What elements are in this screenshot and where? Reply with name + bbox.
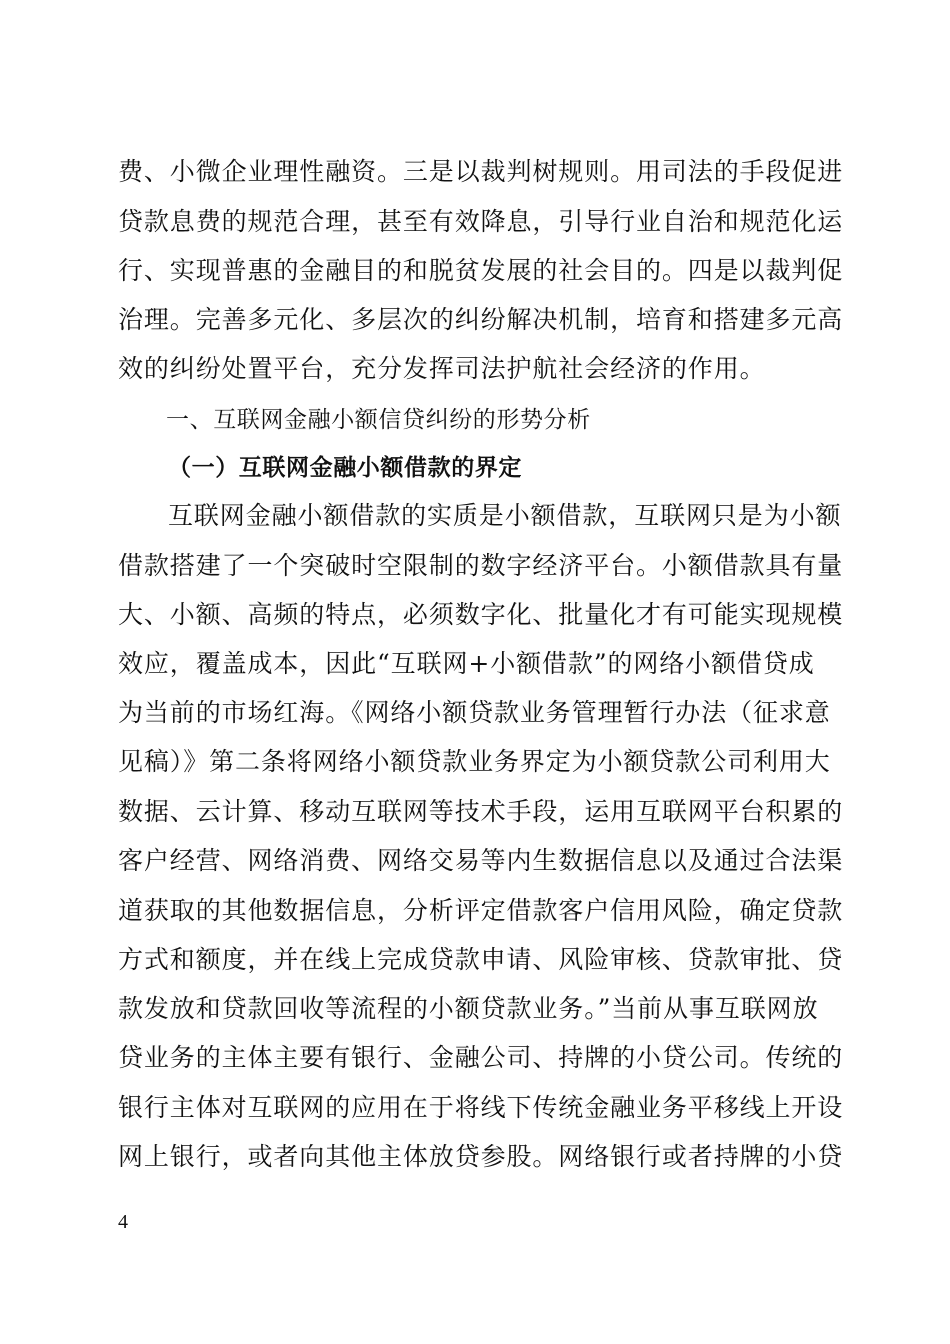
paragraph-line: 客户经营、网络消费、网络交易等内生数据信息以及通过合法渠 (118, 846, 844, 875)
text-line: 治理。完善多元化、多层次的纠纷解决机制，培育和搭建多元高 (118, 305, 844, 334)
paragraph-line: 大、小额、高频的特点，必须数字化、批量化才有可能实现规模 (118, 600, 844, 629)
text-line: 行、实现普惠的金融目的和脱贫发展的社会目的。四是以裁判促 (118, 256, 844, 285)
paragraph-line: 贷业务的主体主要有银行、金融公司、持牌的小贷公司。传统的 (118, 1043, 844, 1072)
paragraph-line: 为当前的市场红海。《网络小额贷款业务管理暂行办法（征求意 (118, 698, 831, 727)
paragraph-line: 网上银行，或者向其他主体放贷参股。网络银行或者持牌的小贷 (118, 1142, 844, 1171)
paragraph-line: 道获取的其他数据信息，分析评定借款客户信用风险，确定贷款 (118, 896, 844, 925)
text-line: 贷款息费的规范合理，甚至有效降息，引导行业自治和规范化运 (118, 207, 844, 236)
paragraph-line: 银行主体对互联网的应用在于将线下传统金融业务平移线上开设 (118, 1093, 844, 1122)
paragraph-line: 数据、云计算、移动互联网等技术手段，运用互联网平台积累的 (118, 797, 844, 826)
subsection-heading: （一）互联网金融小额借款的界定 (168, 455, 522, 481)
text-line: 效的纠纷处置平台，充分发挥司法护航社会经济的作用。 (118, 354, 766, 383)
section-heading: 一、互联网金融小额信贷纠纷的形势分析 (166, 407, 591, 433)
paragraph-line: 见稿）》第二条将网络小额贷款业务界定为小额贷款公司利用大 (118, 747, 831, 776)
text-line: 费、小微企业理性融资。三是以裁判树规则。用司法的手段促进 (118, 157, 844, 186)
paragraph-line: 方式和额度，并在线上完成贷款申请、风险审核、贷款审批、贷 (118, 945, 844, 974)
paragraph-line: 效应，覆盖成本，因此“互联网+小额借款”的网络小额借贷成 (118, 649, 815, 678)
paragraph-line: 互联网金融小额借款的实质是小额借款，互联网只是为小额 (168, 501, 842, 530)
paragraph-line: 借款搭建了一个突破时空限制的数字经济平台。小额借款具有量 (118, 551, 844, 580)
page-number: 4 (118, 1211, 128, 1233)
paragraph-line: 款发放和贷款回收等流程的小额贷款业务。”当前从事互联网放 (118, 994, 819, 1023)
